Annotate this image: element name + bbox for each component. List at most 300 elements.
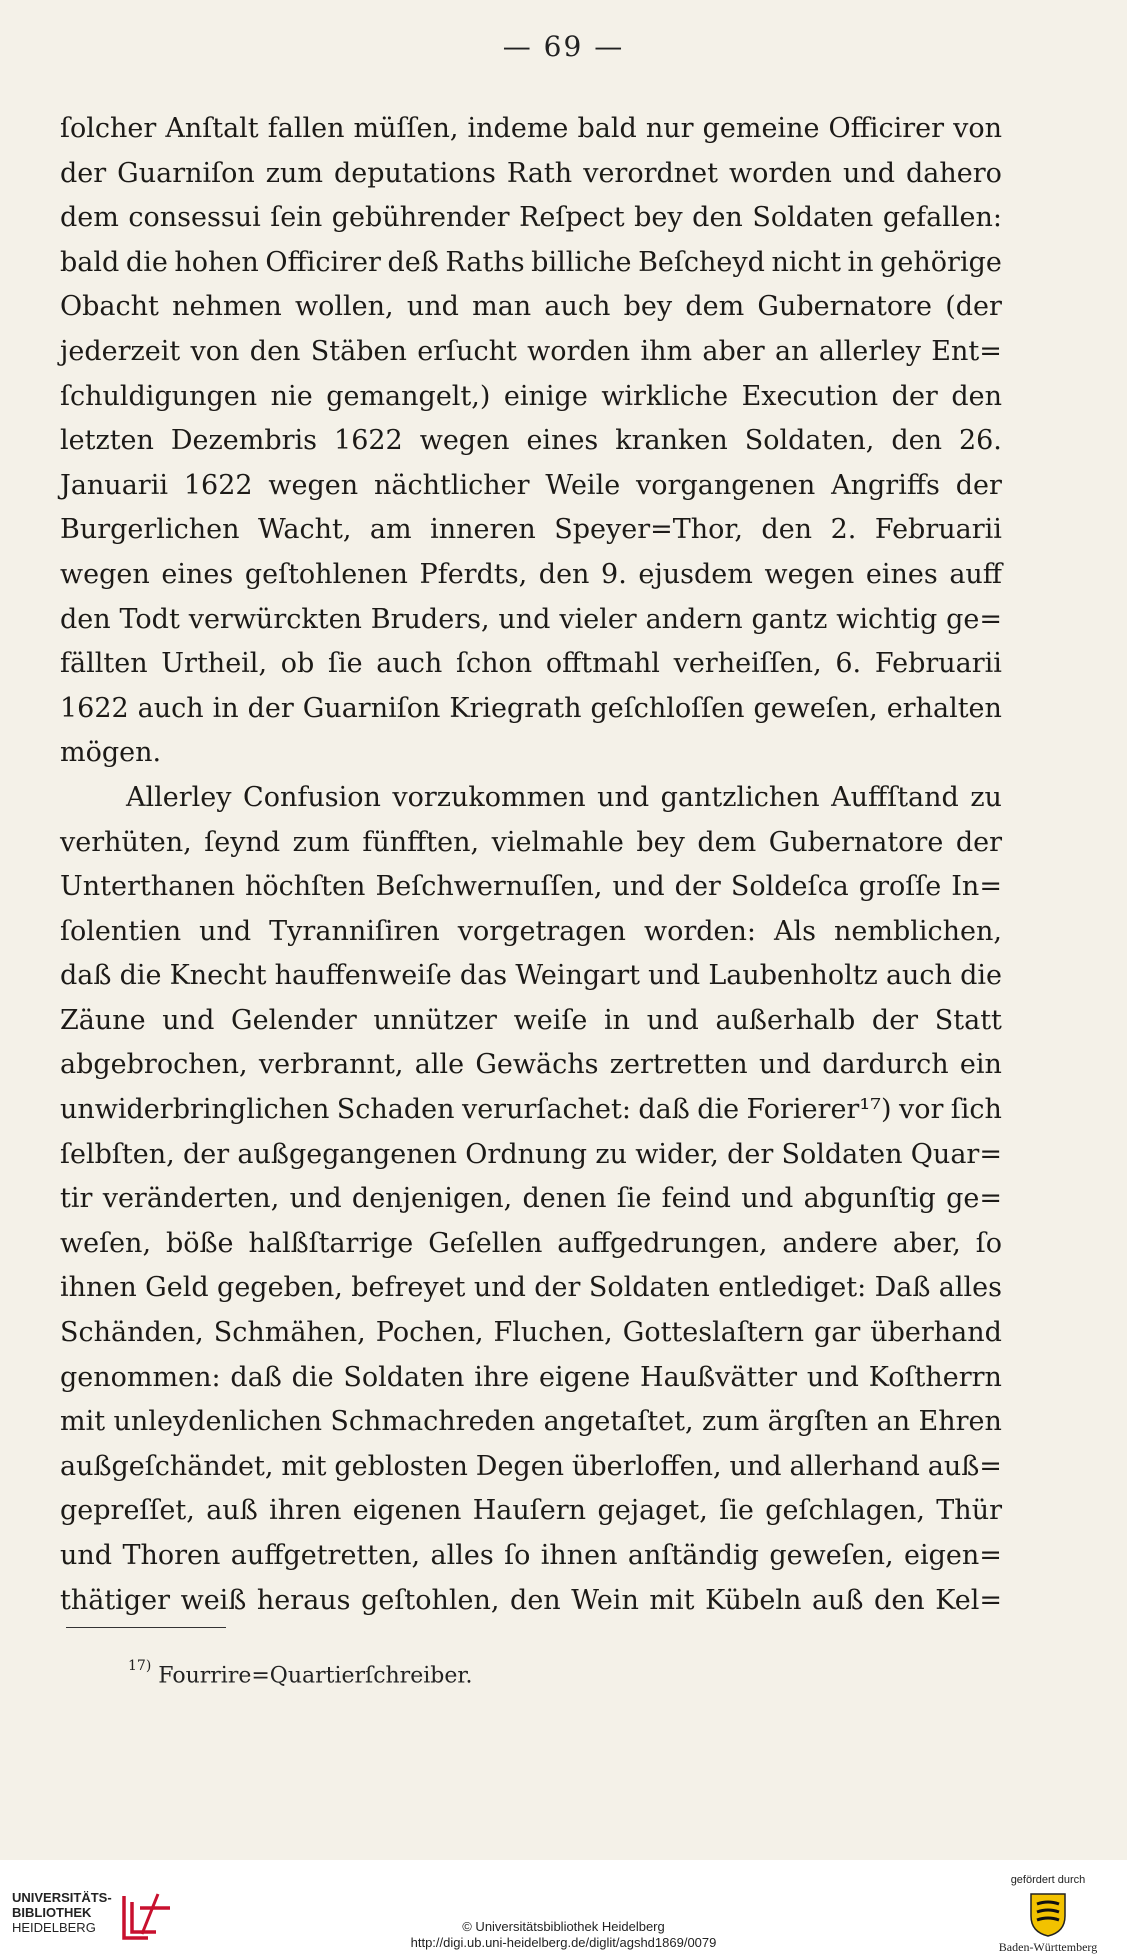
word: vieler: [559, 603, 637, 635]
word: Ehren: [918, 1406, 1002, 1438]
word: Statt: [934, 1004, 1002, 1036]
word: die: [125, 246, 168, 278]
word: ſolcher: [60, 113, 157, 144]
word: erhalten: [886, 692, 1002, 724]
word: heraus: [256, 1584, 351, 1616]
word: thätiger: [60, 1584, 170, 1616]
word: Januarii: [60, 469, 168, 501]
word: weiß: [180, 1584, 247, 1616]
word: geſchloſſen: [590, 692, 745, 724]
body-text: [60, 107, 1002, 1623]
word: Angriffs: [831, 469, 940, 501]
word: worden: [527, 335, 631, 367]
word: Gotteslaſtern: [622, 1317, 804, 1349]
word: ſchuldigungen: [60, 380, 258, 412]
text-line: [60, 285, 1002, 330]
word: verordnet: [583, 157, 718, 189]
word: ihnen: [60, 1272, 137, 1304]
word: unleydenlichen: [113, 1406, 322, 1438]
word: groſſe: [858, 871, 942, 903]
word: consessui: [128, 202, 261, 234]
text-line: [60, 1356, 1002, 1401]
word: gepreſſet,: [60, 1495, 195, 1527]
word: Guarniſon: [302, 692, 441, 724]
word: 1622: [60, 692, 129, 724]
word: verheiſſen,: [673, 648, 822, 680]
coat-of-arms-icon: [1027, 1890, 1069, 1938]
word: Haußvätter: [640, 1361, 798, 1393]
text-line: [60, 1266, 1002, 1311]
word: wegen: [419, 425, 510, 457]
word: Bruders,: [370, 603, 490, 635]
word: zum: [292, 826, 350, 858]
word: bald: [60, 246, 120, 278]
word: wegen: [60, 558, 150, 590]
word: Rath: [506, 157, 573, 189]
word: Guarniſon: [117, 157, 255, 189]
word: außgeſchändet,: [60, 1450, 274, 1482]
word: zertretten: [609, 1049, 748, 1081]
word: eines: [526, 425, 599, 457]
word: Auffſtand: [831, 781, 959, 813]
word: andern: [645, 603, 743, 635]
footnote-divider: [66, 1627, 226, 1628]
word: weſen,: [60, 1227, 152, 1259]
word: 1622: [183, 469, 253, 501]
word: Thür: [936, 1495, 1002, 1527]
word: ihren: [269, 1495, 342, 1527]
word: Gelender: [231, 1004, 357, 1036]
word: ſeynd: [204, 826, 281, 858]
word: verurſachet:: [461, 1094, 631, 1126]
word: mit: [281, 1450, 327, 1482]
word: geſtohlen,: [361, 1584, 500, 1616]
word: aber: [702, 335, 765, 367]
text-line: [60, 598, 1002, 643]
text-line: [60, 330, 1002, 375]
word: den: [692, 202, 743, 234]
word: Kriegrath: [449, 692, 582, 724]
word: ſie: [719, 1495, 754, 1527]
word: daß: [638, 1094, 690, 1126]
word: deputations: [334, 157, 496, 189]
word: vor: [898, 1094, 944, 1126]
library-name-line2: BIBLIOTHEK: [12, 1905, 92, 1920]
text-line: [60, 865, 1002, 910]
word: worden: [729, 157, 832, 189]
word: eigene: [538, 1361, 631, 1393]
word: zu: [970, 781, 1002, 813]
word: Beſcheyd: [638, 246, 765, 278]
funded-by-label: gefördert durch: [1010, 1874, 1086, 1886]
word: Officirer: [828, 113, 945, 144]
word: Weile: [545, 469, 621, 501]
word: der: [247, 692, 294, 724]
word: auch: [544, 291, 611, 323]
word: Soldaten: [781, 1138, 903, 1170]
word: Wein: [571, 1584, 639, 1616]
word: deß: [387, 246, 439, 278]
word: ſein: [270, 202, 323, 234]
word: nie: [270, 380, 313, 412]
word: genommen:: [60, 1361, 221, 1393]
word: bey: [636, 826, 685, 858]
word: fallen: [267, 113, 345, 144]
word: der: [891, 380, 938, 412]
word: eigen=: [904, 1540, 1002, 1571]
word: Kübeln: [705, 1584, 802, 1616]
word: und: [162, 1004, 215, 1036]
word: ge=: [946, 603, 1002, 635]
word: Tyranniſiren: [269, 915, 440, 947]
word: veränderten,: [102, 1183, 280, 1215]
word: Beſchwernuſſen,: [375, 871, 603, 903]
text-line: [60, 241, 1002, 286]
word: und: [842, 157, 895, 189]
word: einige: [503, 380, 588, 412]
word: überhand: [870, 1317, 1002, 1349]
word: Soldaten,: [744, 425, 875, 457]
word: der: [955, 826, 1002, 858]
text-line: mögen.: [60, 737, 162, 769]
word: tir: [60, 1183, 93, 1215]
word: und: [741, 1183, 794, 1215]
word: gar: [813, 1317, 861, 1349]
word: wollen,: [295, 291, 394, 323]
word: dem: [60, 202, 119, 234]
word: Gewächs: [475, 1049, 599, 1081]
word: Laubenholtz: [708, 960, 878, 992]
word: Kel=: [935, 1584, 1002, 1616]
word: auffgetretten,: [230, 1540, 421, 1571]
word: und: [612, 871, 665, 903]
text-line: [60, 1489, 1002, 1534]
word: geſchlagen,: [765, 1495, 925, 1527]
word: Anſtalt: [165, 113, 259, 144]
word: böße: [165, 1227, 234, 1259]
word: der: [727, 1138, 774, 1170]
word: Februarii: [874, 648, 1002, 680]
word: anſtändig: [627, 1540, 759, 1571]
text-line: [60, 1088, 1002, 1133]
word: angetaſtet,: [543, 1406, 694, 1438]
word: Pochen,: [375, 1317, 484, 1349]
word: vorzukommen: [392, 781, 586, 813]
word: der: [182, 1138, 230, 1170]
word: allerhand: [789, 1450, 920, 1482]
page-number-header: — 69 —: [502, 30, 625, 63]
word: die: [960, 960, 1002, 992]
text-line: [60, 1222, 1002, 1267]
word: ihre: [474, 1361, 530, 1393]
word: gejaget,: [597, 1495, 708, 1527]
word: und: [406, 291, 459, 323]
footnote-mark: 17): [128, 1658, 152, 1674]
word: am: [369, 514, 412, 546]
word: ejusdem: [638, 558, 753, 590]
word: Pferdts,: [419, 558, 528, 590]
word: Obacht: [60, 291, 159, 323]
text-line: [60, 508, 1002, 553]
library-name-line1: UNIVERSITÄTS-: [12, 1890, 112, 1905]
word: den: [874, 1584, 925, 1616]
text-line: [60, 553, 1002, 598]
word: auß=: [927, 1450, 1002, 1482]
word: letzten: [60, 425, 154, 457]
word: die: [291, 1361, 334, 1393]
word: ärgſten: [767, 1406, 869, 1438]
word: den: [60, 603, 111, 635]
word: und: [498, 603, 551, 635]
word: 9.: [601, 558, 627, 590]
word: mit: [649, 1584, 695, 1616]
word: in: [847, 246, 874, 278]
word: Hauſern: [472, 1495, 587, 1527]
word: und: [729, 1450, 782, 1482]
library-name-line3: HEIDELBERG: [12, 1920, 96, 1935]
word: befreyet: [351, 1272, 466, 1304]
word: bald: [577, 113, 637, 144]
state-name: Baden-Württemberg: [998, 1940, 1098, 1954]
word: Daß: [874, 1272, 931, 1304]
text-line: [60, 1133, 1002, 1178]
word: auß: [811, 1584, 864, 1616]
word: ein: [959, 1049, 1002, 1081]
word: Unterthanen: [60, 871, 235, 903]
word: Officirer: [265, 246, 381, 278]
word: Ordnung: [465, 1138, 588, 1170]
text-line: [60, 1445, 1002, 1490]
word: Todt: [119, 603, 180, 635]
word: Raths: [445, 246, 525, 278]
word: nur: [645, 113, 694, 144]
funder-block: [983, 1874, 1113, 1955]
text-line: [60, 954, 1002, 999]
word: Speyer=Thor,: [554, 514, 743, 546]
word: an: [876, 1406, 911, 1438]
word: und: [648, 960, 701, 992]
text-line: [60, 1400, 1002, 1445]
word: gantzlichen: [660, 781, 820, 813]
word: auß: [206, 1495, 258, 1527]
word: verbrannt,: [258, 1049, 404, 1081]
word: Zäune: [60, 1004, 146, 1036]
text-line: [60, 1579, 1002, 1624]
word: Schaden: [336, 1094, 455, 1126]
word: Thoren: [122, 1540, 221, 1571]
word: ob: [280, 648, 315, 680]
word: müſſen,: [353, 113, 459, 144]
text-line: [60, 196, 1002, 241]
word: Knecht: [169, 960, 267, 992]
word: kranken: [615, 425, 728, 457]
text-line: [60, 375, 1002, 420]
word: ſo: [504, 1540, 531, 1571]
word: an: [775, 335, 809, 367]
word: hohen: [174, 246, 259, 278]
word: alles: [430, 1540, 494, 1571]
word: Fluchen,: [493, 1317, 613, 1349]
word: geweſen,: [753, 692, 878, 724]
word: offtmahl: [545, 648, 660, 680]
footnote-text: Fourrire=Quartierſchreiber.: [158, 1663, 473, 1689]
word: gebührender: [331, 202, 510, 234]
word: Als: [773, 915, 816, 947]
word: In=: [951, 871, 1002, 903]
word: Wacht,: [257, 514, 352, 546]
word: Soldeſca: [730, 871, 849, 903]
word: ſich: [950, 1094, 1002, 1126]
word: ſelbſten,: [60, 1138, 175, 1170]
word: Soldaten: [752, 202, 874, 234]
word: und: [597, 781, 650, 813]
word: das: [459, 960, 508, 992]
document-url-link[interactable]: http://digi.ub.uni-heidelberg.de/diglit/agshd1869/0079: [410, 1935, 717, 1950]
word: Quar=: [910, 1138, 1002, 1170]
word: dardurch: [822, 1049, 949, 1081]
word: die: [119, 960, 162, 992]
word: auch: [137, 692, 204, 724]
word: wegen: [764, 558, 855, 590]
word: überloffen,: [571, 1450, 722, 1482]
word: alle: [414, 1049, 465, 1081]
word: abgunſtig: [803, 1183, 936, 1215]
word: Schmähen,: [213, 1317, 366, 1349]
word: Geſellen: [428, 1227, 543, 1259]
word: fällten: [60, 648, 148, 680]
word: nemblichen,: [833, 915, 1002, 947]
word: man: [472, 291, 532, 323]
word: Forierer¹⁷): [746, 1094, 892, 1126]
word: Gubernatore: [768, 826, 944, 858]
word: und: [199, 915, 252, 947]
text-line: [60, 1043, 1002, 1088]
word: verhüten,: [60, 826, 192, 858]
word: allerley: [818, 335, 921, 367]
word: unnützer: [373, 1004, 497, 1036]
word: daß: [230, 1361, 282, 1393]
word: Gubernatore: [757, 291, 932, 323]
word: verwürckten: [188, 603, 362, 635]
word: Ent=: [931, 335, 1002, 367]
word: dem: [697, 826, 757, 858]
word: Allerley: [126, 781, 232, 813]
word: dahero: [906, 157, 1002, 189]
text-line: [60, 1177, 1002, 1222]
word: fünfften,: [362, 826, 480, 858]
word: andere: [782, 1227, 878, 1259]
word: ſolentien: [60, 915, 182, 947]
word: Schmachreden: [330, 1406, 536, 1438]
word: gefallen:: [882, 202, 1002, 234]
text-line: [60, 687, 1002, 732]
word: außgegangenen: [237, 1138, 457, 1170]
word: und: [473, 1272, 526, 1304]
word: wegen: [268, 469, 359, 501]
word: wider,: [635, 1138, 719, 1170]
word: jederzeit: [60, 335, 181, 367]
word: ſchon: [456, 648, 533, 680]
copyright-notice: © Universitätsbibliothek Heidelberg: [462, 1919, 665, 1934]
word: dem: [685, 291, 745, 323]
word: abgebrochen,: [60, 1049, 248, 1081]
word: 1622: [334, 425, 403, 457]
word: vielmahle: [491, 826, 624, 858]
word: ſie: [327, 648, 363, 680]
word: den: [761, 514, 813, 546]
word: 6.: [835, 648, 862, 680]
word: und: [758, 1049, 811, 1081]
word: gemangelt,): [326, 380, 491, 412]
text-line: [60, 464, 1002, 509]
word: ſie: [616, 1183, 652, 1215]
word: den: [538, 558, 590, 590]
word: auch: [885, 960, 952, 992]
word: denjenigen,: [351, 1183, 513, 1215]
word: worden:: [643, 915, 756, 947]
text-line: [60, 1534, 1002, 1579]
word: zu: [595, 1138, 627, 1170]
word: eigenen: [352, 1495, 462, 1527]
word: von: [953, 113, 1002, 144]
word: nehmen: [172, 291, 282, 323]
word: Confusion: [243, 781, 381, 813]
word: die: [697, 1094, 740, 1126]
text-line: [60, 776, 1002, 821]
word: erſucht: [417, 335, 517, 367]
word: unwiderbringlichen: [60, 1094, 330, 1126]
word: billiche: [531, 246, 632, 278]
text-line: [60, 821, 1002, 866]
word: daß: [60, 960, 112, 992]
word: eines: [865, 558, 938, 590]
word: Degen: [475, 1450, 565, 1482]
word: und: [60, 1540, 113, 1571]
word: bey: [623, 291, 673, 323]
word: nicht: [771, 246, 841, 278]
word: bey: [634, 202, 683, 234]
word: Burgerlichen: [60, 514, 240, 546]
word: höchſten: [245, 871, 366, 903]
word: ſo: [975, 1227, 1002, 1259]
word: alles: [938, 1272, 1002, 1304]
word: auffgedrungen,: [557, 1227, 768, 1259]
word: aber,: [892, 1227, 961, 1259]
word: den: [891, 425, 942, 457]
word: der: [534, 1272, 581, 1304]
word: nächtlicher: [374, 469, 530, 501]
word: 2.: [830, 514, 857, 546]
word: Schänden,: [60, 1317, 204, 1349]
word: Urtheil,: [161, 648, 268, 680]
word: geſtohlenen: [244, 558, 408, 590]
word: auff: [949, 558, 1002, 590]
word: weiſe: [513, 1004, 588, 1036]
word: außerhalb: [715, 1004, 856, 1036]
word: feind: [661, 1183, 731, 1215]
word: zum: [702, 1406, 760, 1438]
word: Reſpect: [519, 202, 625, 234]
word: mit: [60, 1406, 106, 1438]
word: der: [60, 157, 107, 189]
word: zum: [265, 157, 324, 189]
word: Stäben: [310, 335, 407, 367]
word: vorgetragen: [457, 915, 626, 947]
word: und: [646, 1004, 699, 1036]
word: (der: [945, 291, 1002, 323]
word: der: [674, 871, 721, 903]
word: Execution: [741, 380, 879, 412]
